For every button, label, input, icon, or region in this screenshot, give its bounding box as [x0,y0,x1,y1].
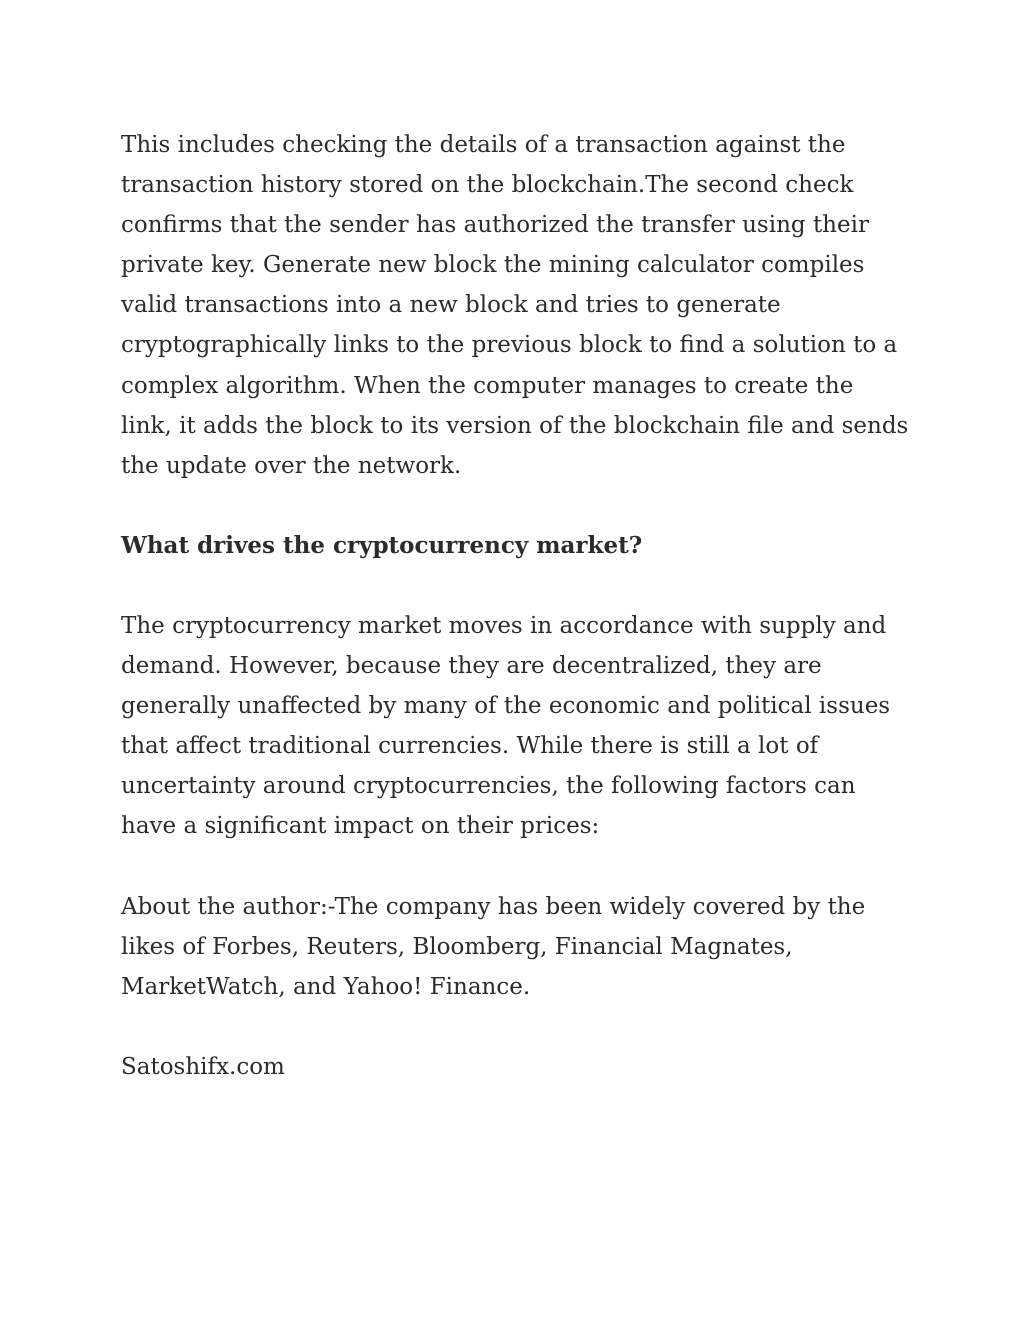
document-body [121,125,911,1127]
paragraph-market-drivers: The cryptocurrency market moves in accordance with supply and demand. However, because they are decentralized, they are generally unaffected by many of the economic and political issues that affect traditional currencies. While there is still a lot of uncertainty around cryptocurrencies, the following factors can have a significant impact on their prices: [121,612,891,840]
paragraph-about-author: About the author:-The company has been widely covered by the likes of Forbes, Reuters, Bloomberg, Financial Magnates, MarketWatch, and Yahoo! Finance. [121,893,866,1000]
site-name: Satoshifx.com [121,1053,285,1080]
section-heading: What drives the cryptocurrency market? [121,531,643,559]
paragraph-transaction-verification: This includes checking the details of a transaction against the transaction history stored on the blockchain.The second check confirms that the sender has authorized the transfer using their private key. Generate new block the mining calculator compiles valid transactions into a new block and tries to generate cryptographically links to the previous block to find a solution to a complex algorithm. When the computer manages to create the link, it adds the block to its version of the blockchain file and sends the update over the network. [121,132,909,479]
